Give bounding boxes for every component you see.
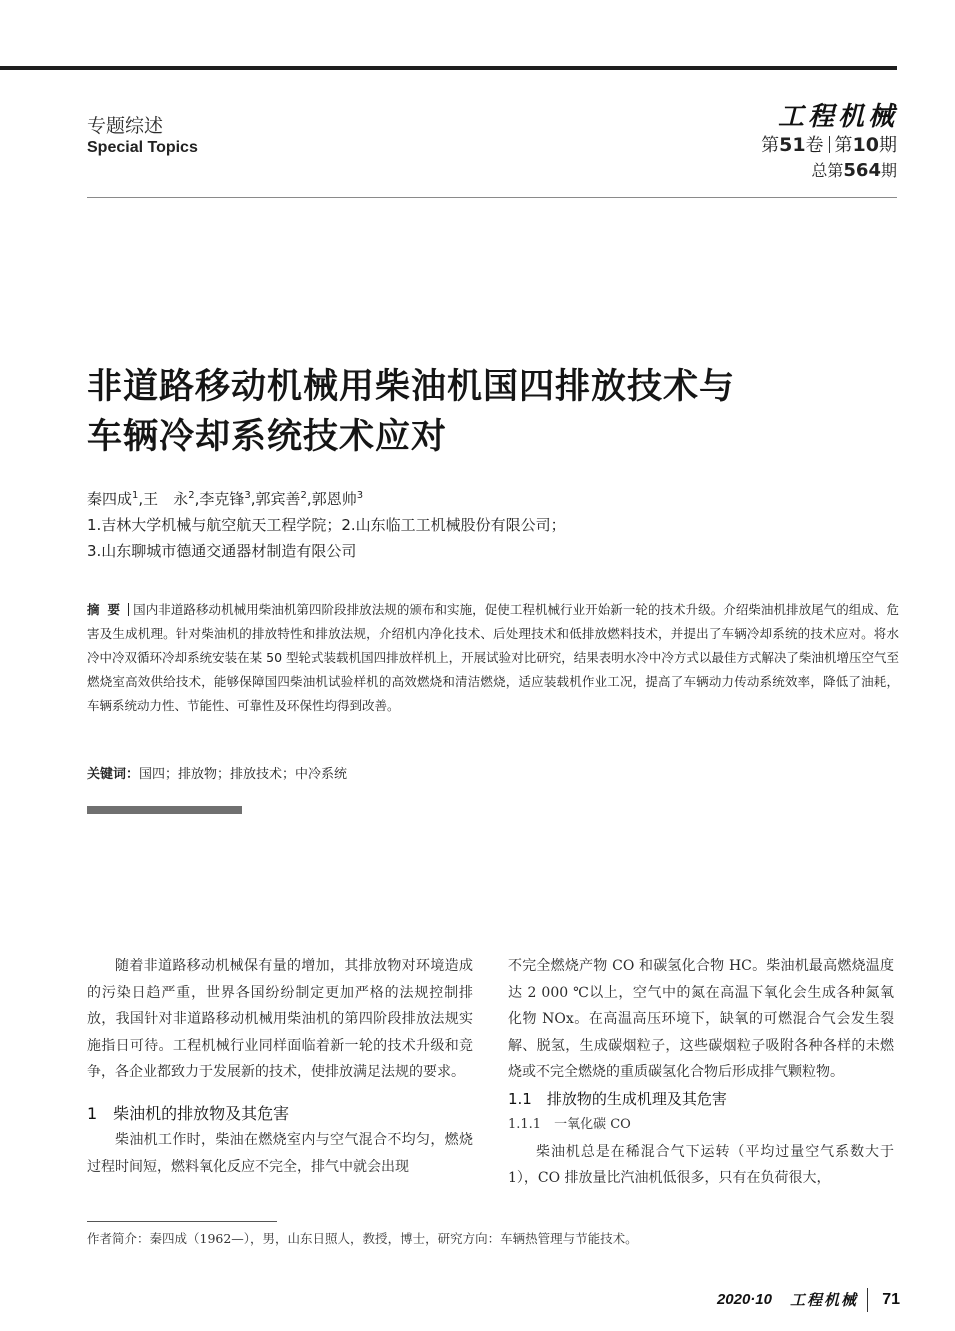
abstract-divider-bar: [87, 806, 242, 814]
total-prefix: 总第: [811, 161, 844, 180]
abstract: [87, 598, 899, 718]
author-name: 郭恩帅: [311, 490, 357, 508]
subsubsection-1-1-1-heading: 1.1.1 一氧化碳 CO: [508, 1117, 631, 1132]
abstract-label-separator: [128, 603, 129, 616]
author-footnote: 作者简介：秦四成（1962—），男，山东日照人，教授，博士，研究方向：车辆热管理与节能技术。: [87, 1231, 638, 1246]
abstract-label: 摘要: [87, 602, 129, 617]
article-title: [87, 362, 907, 462]
total-issue: [700, 158, 897, 181]
affiliation-line-2: 3.山东聊城市德通交通器材制造有限公司: [87, 542, 357, 560]
footer-separator: [867, 1288, 868, 1312]
total-number: 564: [843, 160, 881, 181]
volume-number: 51: [779, 134, 806, 156]
intro-paragraph: 随着非道路移动机械保有量的增加，其排放物对环境造成的污染日趋严重，世界各国纷纷制定更加严格的法规控制排放，我国针对非道路移动机械用柴油机的第四阶段排放法规实施指日可待。工程机械行业同样面临着新一轮的技术升级和竞争，各企业都致力于发展新的技术，使排放满足法规的要求。: [87, 958, 473, 1080]
volume-prefix: 第: [761, 135, 780, 156]
volume-suffix: 卷: [805, 135, 824, 156]
author-affiliation-mark: 2: [188, 490, 195, 501]
right-paragraph-2: 柴油机总是在稀混合气下运转（平均过量空气系数大于 1），CO 排放量比汽油机低很多，只有在负荷很大，: [508, 1143, 894, 1186]
author-separator: ,: [250, 490, 256, 508]
author-separator: ,: [138, 490, 144, 508]
footer-date: 2020·10: [716, 1291, 772, 1308]
top-rule: [0, 66, 897, 70]
journal-logo: 工程机械: [777, 102, 898, 132]
author-affiliation-mark: 3: [244, 490, 251, 501]
total-suffix: 期: [880, 161, 897, 180]
issue-suffix: 期: [879, 135, 897, 156]
title-line-1: 非道路移动机械用柴油机国四排放技术与: [87, 367, 736, 407]
footnote-rule: [87, 1221, 277, 1222]
body-right-column: [508, 953, 894, 1192]
volume-issue: [700, 131, 897, 157]
author-affiliation-mark: 3: [356, 490, 364, 501]
issue-number: 10: [852, 134, 879, 156]
author-affiliation-mark: 1: [132, 490, 139, 501]
column-name-en: Special Topics: [87, 139, 198, 156]
issue-prefix: 第: [834, 135, 853, 156]
author-list: [87, 488, 363, 509]
subsection-1-1-heading: 1.1 排放物的生成机理及其危害: [508, 1089, 727, 1108]
volume-separator: [829, 136, 830, 153]
author-name: 郭宾善: [255, 490, 301, 508]
page-number: 71: [882, 1291, 900, 1308]
keywords-text: 国四；排放物；排放技术；中冷系统: [139, 767, 348, 782]
footer-journal-logo: 工程机械: [789, 1291, 858, 1309]
section-1-paragraph: 柴油机工作时，柴油在燃烧室内与空气混合不均匀，燃烧过程时间短，燃料氧化反应不完全，排气中就会出现: [87, 1132, 473, 1175]
section-1-heading: 1 柴油机的排放物及其危害: [87, 1103, 290, 1123]
page-footer: [690, 1288, 900, 1314]
right-paragraph-1: 不完全燃烧产物 CO 和碳氢化合物 HC。柴油机最高燃烧温度达 2 000 ℃以上，空气中的氮在高温下氧化会生成各种氮氧化物 NOx。在高温高压环境下，缺氧的可燃混合气会发生裂解、脱氢，生成碳烟粒子，这些碳烟粒子吸附各种各样的未燃烧或不完全燃烧的重质碳氢化合物后形成排气颗粒物。: [508, 958, 894, 1080]
keywords-label: 关键词：: [87, 767, 140, 782]
author-separator: ,: [306, 490, 312, 508]
title-line-2: 车辆冷却系统技术应对: [87, 417, 448, 457]
abstract-text: 国内非道路移动机械用柴油机第四阶段排放法规的颁布和实施，促使工程机械行业开始新一轮的技术升级。介绍柴油机排放尾气的组成、危害及生成机理。针对柴油机的排放特性和排放法规，介绍机内净化技术、后处理技术和低排放燃料技术，并提出了车辆冷却系统的技术应对。将水冷中冷双循环冷却系统安装在某 50 型轮式装载机国四排放样机上，开展试验对比研究，结果表明水冷中冷方式以最佳方式解决了柴油机增压空气至燃烧室高效供给技术，能够保障国四柴油机试验样机的高效燃烧和清洁燃烧，适应装载机作业工况，提高了车辆动力传动系统效率，降低了油耗，车辆系统动力性、节能性、可靠性及环保性均得到改善。: [87, 602, 899, 713]
author-name: 王 永: [143, 490, 189, 508]
body-left-column: [87, 953, 473, 1180]
author-name: 李克锋: [199, 490, 245, 508]
affiliation-line-1: 1.吉林大学机械与航空航天工程学院；2.山东临工工机械股份有限公司；: [87, 516, 566, 534]
author-name: 秦四成: [87, 490, 133, 508]
keywords: [87, 763, 347, 782]
author-separator: ,: [194, 490, 200, 508]
author-affiliation-mark: 2: [300, 490, 307, 501]
column-name-cn: 专题综述: [87, 115, 164, 137]
header-rule: [87, 197, 897, 198]
